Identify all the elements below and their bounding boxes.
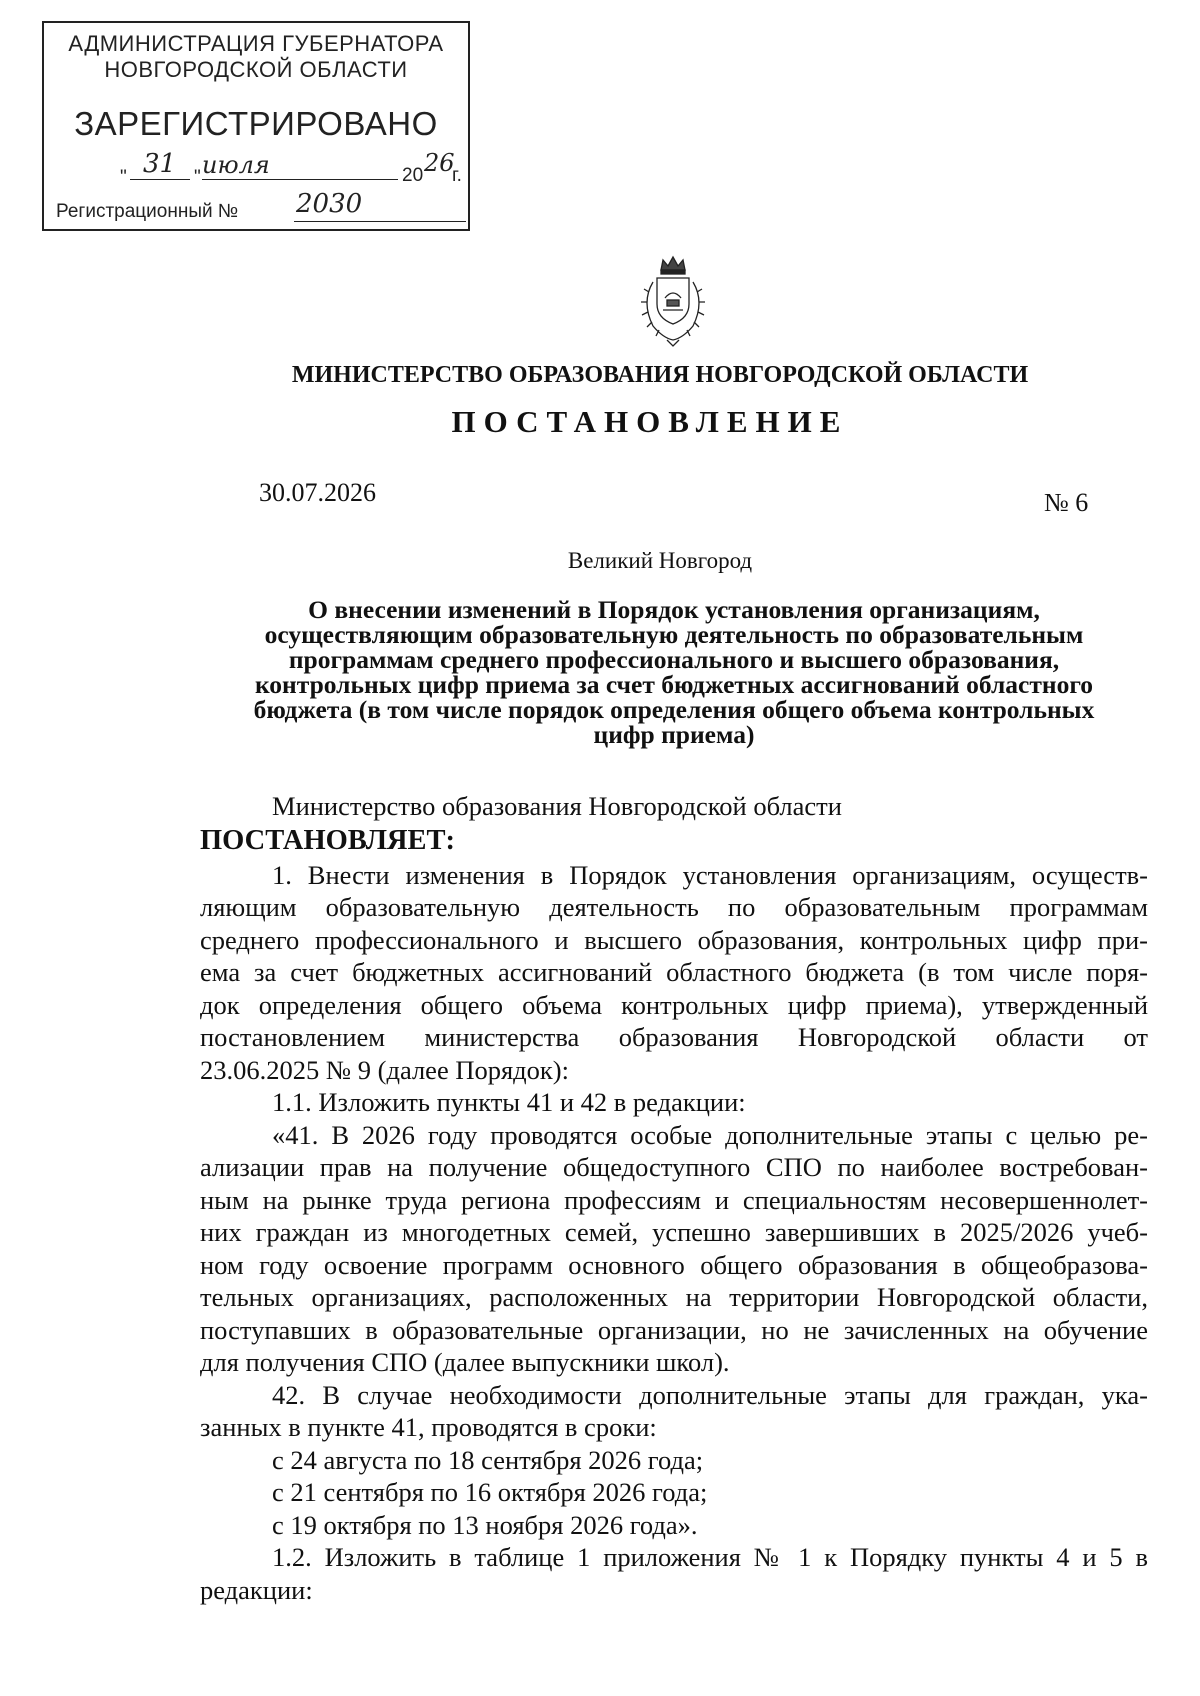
- paragraph-1-line: 1. Внести изменения в Порядок установления организациям, осуществ-: [272, 859, 1148, 890]
- stamp-month-underline: [202, 179, 398, 180]
- paragraph-41-line: них граждан из многодетных семей, успешно завершивших в 2025/2026 учеб-: [200, 1217, 1148, 1247]
- document-title: [200, 597, 1148, 747]
- stamp-day-underline: [130, 179, 190, 180]
- paragraph-41-line: ным на рынке труда региона профессиям и специальностям несовершеннолет-: [200, 1184, 1148, 1215]
- paragraph-41-line: для получения СПО (далее выпускники школ).: [200, 1347, 730, 1377]
- document-type: ПОСТАНОВЛЕНИЕ: [451, 404, 849, 439]
- stamp-registration-underline: [294, 221, 466, 222]
- stamp-line-region: НОВГОРОДСКОЙ ОБЛАСТИ: [104, 57, 408, 82]
- stamp-registration-number: 2030: [296, 189, 363, 219]
- title-line: цифр приема): [593, 720, 755, 749]
- title-line: контрольных цифр приема за счет бюджетных ассигнований областного: [254, 670, 1094, 699]
- paragraph-1-1: 1.1. Изложить пункты 41 и 42 в редакции:: [272, 1087, 746, 1117]
- paragraph-1-line: ема за счет бюджетных ассигнований областного бюджета (в том числе поря-: [200, 957, 1148, 987]
- title-line: программам среднего профессионального и высшего образования,: [288, 645, 1060, 674]
- date-range-item: с 19 октября по 13 ноября 2026 года».: [272, 1509, 698, 1540]
- title-line: осуществляющим образовательную деятельность по образовательным: [264, 620, 1084, 649]
- stamp-year-suffix: г.: [452, 165, 462, 186]
- ministry-name: МИНИСТЕРСТВО ОБРАЗОВАНИЯ НОВГОРОДСКОЙ ОБЛАСТИ: [291, 362, 1029, 388]
- stamp-quote-close: ": [194, 167, 201, 188]
- document-number: № 6: [1044, 488, 1089, 517]
- title-line: бюджета (в том числе порядок определения общего объема контрольных: [253, 695, 1095, 724]
- stamp-month-handwritten: июля: [202, 151, 270, 179]
- intro-line: Министерство образования Новгородской области: [272, 791, 842, 821]
- document-date: 30.07.2026: [259, 478, 376, 507]
- paragraph-41-line: ном году освоение программ основного общего образования в общеобразова-: [200, 1249, 1148, 1280]
- date-range-item: с 24 августа по 18 сентября 2026 года;: [272, 1444, 704, 1475]
- stamp-quote-open: ": [120, 167, 127, 188]
- paragraph-41-line: тельных организациях, расположенных на территории Новгородской области,: [200, 1282, 1148, 1312]
- document-body: [200, 790, 1148, 1606]
- date-range-item: с 21 сентября по 16 октября 2026 года;: [272, 1477, 708, 1507]
- paragraph-1-line: среднего профессионального и высшего образования, контрольных цифр при-: [200, 924, 1148, 955]
- paragraph-41-line: поступавших в образовательные организации, но не зачисленных на обучение: [200, 1314, 1148, 1345]
- paragraph-42-line: 42. В случае необходимости дополнительные этапы для граждан, ука-: [272, 1379, 1148, 1410]
- paragraph-41-line: ализации прав на получение общедоступного СПО по наиболее востребован-: [200, 1152, 1148, 1182]
- registration-stamp: [42, 21, 470, 231]
- stamp-year-prefix: 20: [402, 165, 424, 186]
- stamp-day-handwritten: 31: [142, 149, 177, 179]
- stamp-line-administration: АДМИНИСТРАЦИЯ ГУБЕРНАТОРА: [68, 31, 444, 56]
- paragraph-1-2-line: редакции:: [200, 1574, 313, 1605]
- stamp-registration-line: [56, 189, 466, 227]
- paragraph-1-line: ляющим образовательную деятельность по образовательным программам: [200, 892, 1148, 922]
- paragraph-42-line: занных в пункте 41, проводятся в сроки:: [200, 1412, 657, 1442]
- paragraph-1-line: 23.06.2025 № 9 (далее Порядок):: [200, 1054, 569, 1085]
- stamp-year-handwritten: 26: [424, 149, 455, 177]
- stamp-date-line: [72, 151, 462, 191]
- paragraph-1-line: постановлением министерства образования Новгородской области от: [200, 1022, 1148, 1052]
- paragraph-41-line: «41. В 2026 году проводятся особые дополнительные этапы с целью ре-: [272, 1119, 1148, 1150]
- coat-of-arms-icon: [633, 252, 713, 348]
- stamp-registered: ЗАРЕГИСТРИРОВАНО: [74, 105, 438, 142]
- resolves-heading: ПОСТАНОВЛЯЕТ:: [200, 824, 456, 856]
- paragraph-1-line: док определения общего объема контрольных цифр приема), утвержденный: [200, 989, 1148, 1020]
- city-name: Великий Новгород: [567, 548, 753, 573]
- title-line: О внесении изменений в Порядок установления организациям,: [308, 595, 1040, 624]
- paragraph-1-2-line: 1.2. Изложить в таблице 1 приложения № 1 к Порядку пункты 4 и 5 в: [272, 1542, 1148, 1572]
- stamp-registration-label: Регистрационный №: [56, 201, 239, 222]
